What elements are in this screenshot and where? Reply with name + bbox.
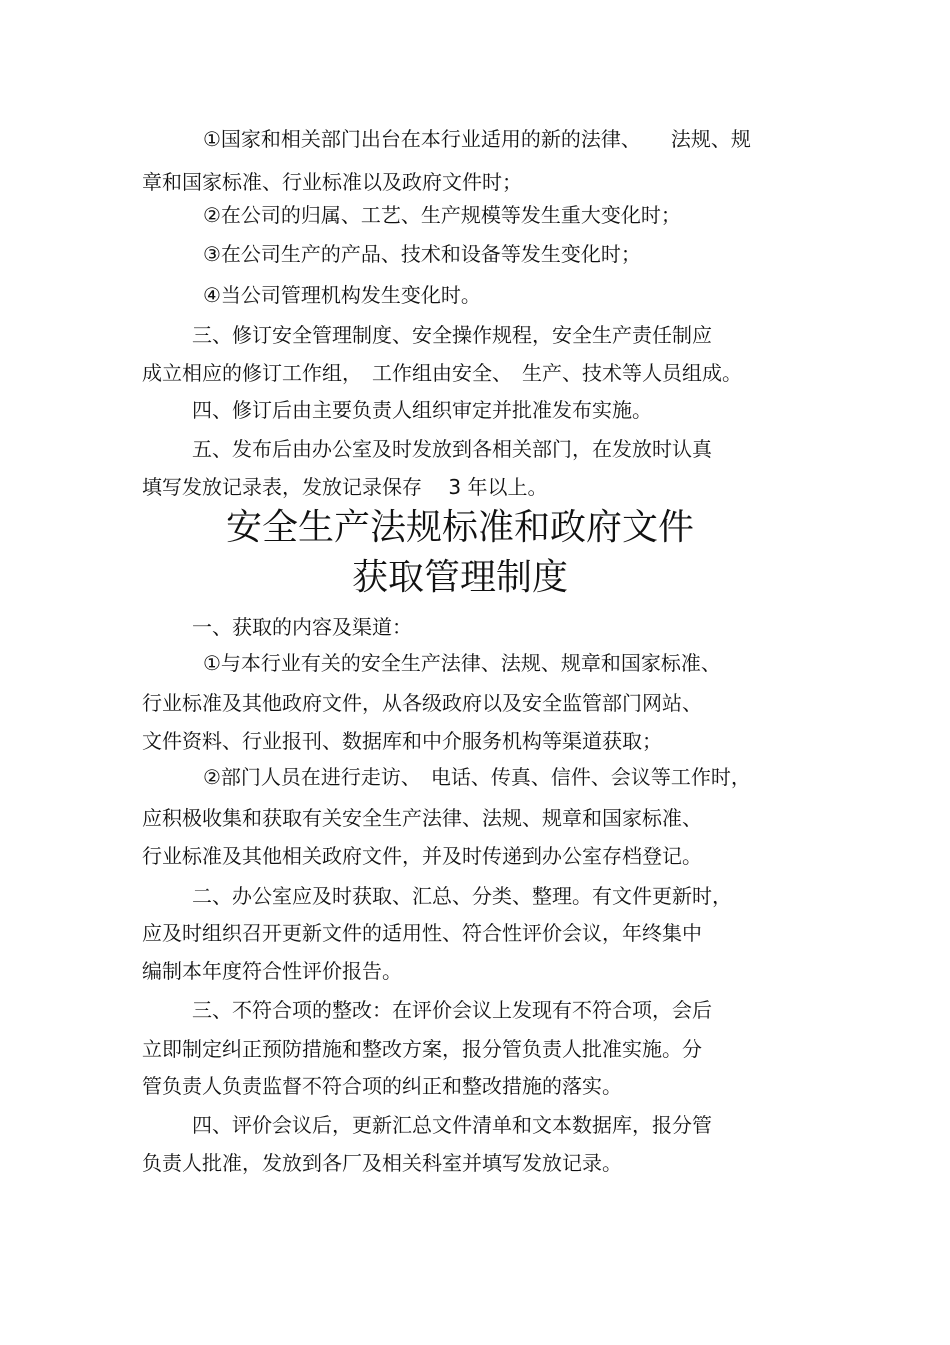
text-line: 章和国家标准、行业标准以及政府文件时； bbox=[142, 170, 522, 194]
document-title-line-1: 安全生产法规标准和政府文件 bbox=[225, 507, 694, 548]
text-line: 一、获取的内容及渠道： bbox=[192, 615, 412, 639]
text-line: 文件资料、行业报刊、数据库和中介服务机构等渠道获取； bbox=[142, 729, 662, 753]
text-line: 负责人批准，发放到各厂及相关科室并填写发放记录。 bbox=[142, 1151, 622, 1175]
text-line: 二、办公室应及时获取、汇总、分类、整理。有文件更新时， bbox=[192, 884, 732, 908]
text-line: 四、修订后由主要负责人组织审定并批准发布实施。 bbox=[192, 398, 652, 422]
text-line: 四、评价会议后，更新汇总文件清单和文本数据库，报分管 bbox=[192, 1113, 712, 1137]
text-line: 行业标准及其他相关政府文件，并及时传递到办公室存档登记。 bbox=[142, 844, 702, 868]
text-line: ④当公司管理机构发生变化时。 bbox=[203, 283, 481, 307]
text-line: ①国家和相关部门出台在本行业适用的新的法律、 法规、规 bbox=[203, 127, 751, 151]
text-line: 三、不符合项的整改：在评价会议上发现有不符合项，会后 bbox=[192, 998, 712, 1022]
text-line: ①与本行业有关的安全生产法律、法规、规章和国家标准、 bbox=[203, 651, 721, 675]
text-line: ③在公司生产的产品、技术和设备等发生变化时； bbox=[203, 242, 641, 266]
text-line: ②部门人员在进行走访、 电话、传真、信件、会议等工作时， bbox=[203, 765, 751, 789]
document-title-line-2: 获取管理制度 bbox=[351, 557, 568, 598]
text-line: 编制本年度符合性评价报告。 bbox=[142, 959, 402, 983]
text-line: 立即制定纠正预防措施和整改方案，报分管负责人批准实施。分 bbox=[142, 1037, 702, 1061]
text-line: 三、修订安全管理制度、安全操作规程，安全生产责任制应 bbox=[192, 323, 712, 347]
text-line: 填写发放记录表，发放记录保存 3 年以上。 bbox=[142, 475, 548, 499]
text-line: 行业标准及其他政府文件，从各级政府以及安全监管部门网站、 bbox=[142, 691, 702, 715]
text-line: 管负责人负责监督不符合项的纠正和整改措施的落实。 bbox=[142, 1074, 622, 1098]
text-line: 应及时组织召开更新文件的适用性、符合性评价会议，年终集中 bbox=[142, 921, 702, 945]
text-line: 应积极收集和获取有关安全生产法律、法规、规章和国家标准、 bbox=[142, 806, 702, 830]
text-line: ②在公司的归属、工艺、生产规模等发生重大变化时； bbox=[203, 203, 681, 227]
text-line: 成立相应的修订工作组， 工作组由安全、 生产、技术等人员组成。 bbox=[142, 361, 742, 385]
text-line: 五、发布后由办公室及时发放到各相关部门，在发放时认真 bbox=[192, 437, 712, 461]
